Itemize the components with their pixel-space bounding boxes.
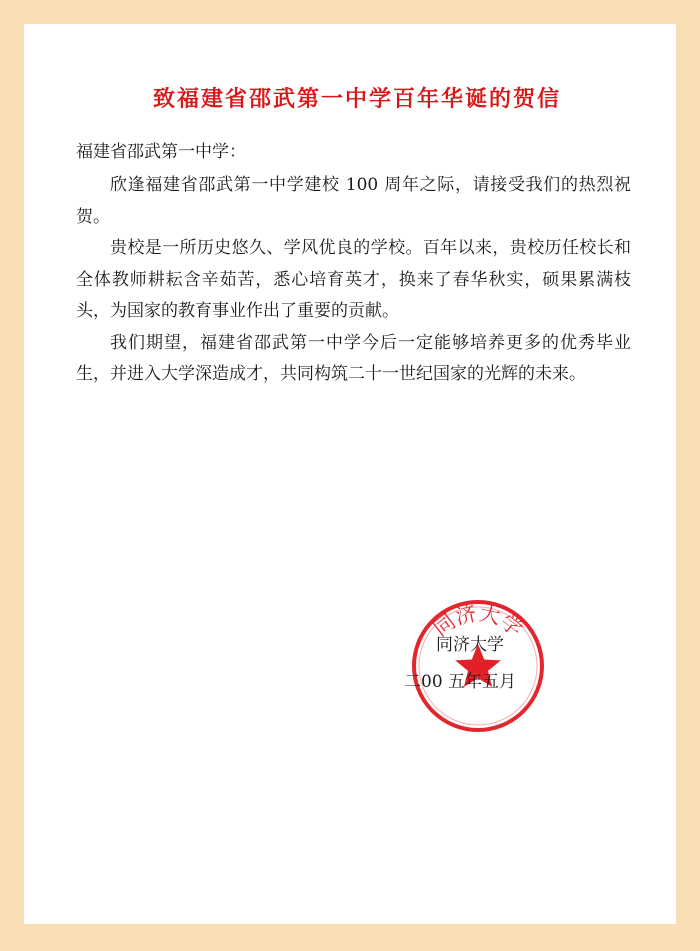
university-seal-stamp [408, 596, 548, 736]
paragraph-3: 我们期望，福建省邵武第一中学今后一定能够培养更多的优秀毕业生，并进入大学深造成才，共同构筑二十一世纪国家的光辉的未来。 [76, 332, 631, 384]
paragraph-1: 欣逢福建省邵武第一中学建校 100 周年之际，请接受我们的热烈祝贺。 [76, 175, 631, 227]
paragraph-2: 贵校是一所历史悠久、学风优良的学校。百年以来，贵校历任校长和全体教师耕耘含辛茹苦，悉心培育英才，换来了春华秋实，硕果累满枝头，为国家的教育事业作出了重要的贡献。 [76, 238, 631, 321]
letter-body [76, 170, 631, 391]
letter-title: 致福建省邵武第一中学百年华诞的贺信 [152, 87, 561, 112]
signer-name: 同济大学 [436, 635, 504, 655]
signature-date: 二00 五年五月 [404, 672, 517, 692]
salutation: 福建省邵武第一中学： [76, 142, 246, 162]
seal-text: 同济大学 [428, 601, 528, 642]
letter-page [24, 24, 676, 924]
